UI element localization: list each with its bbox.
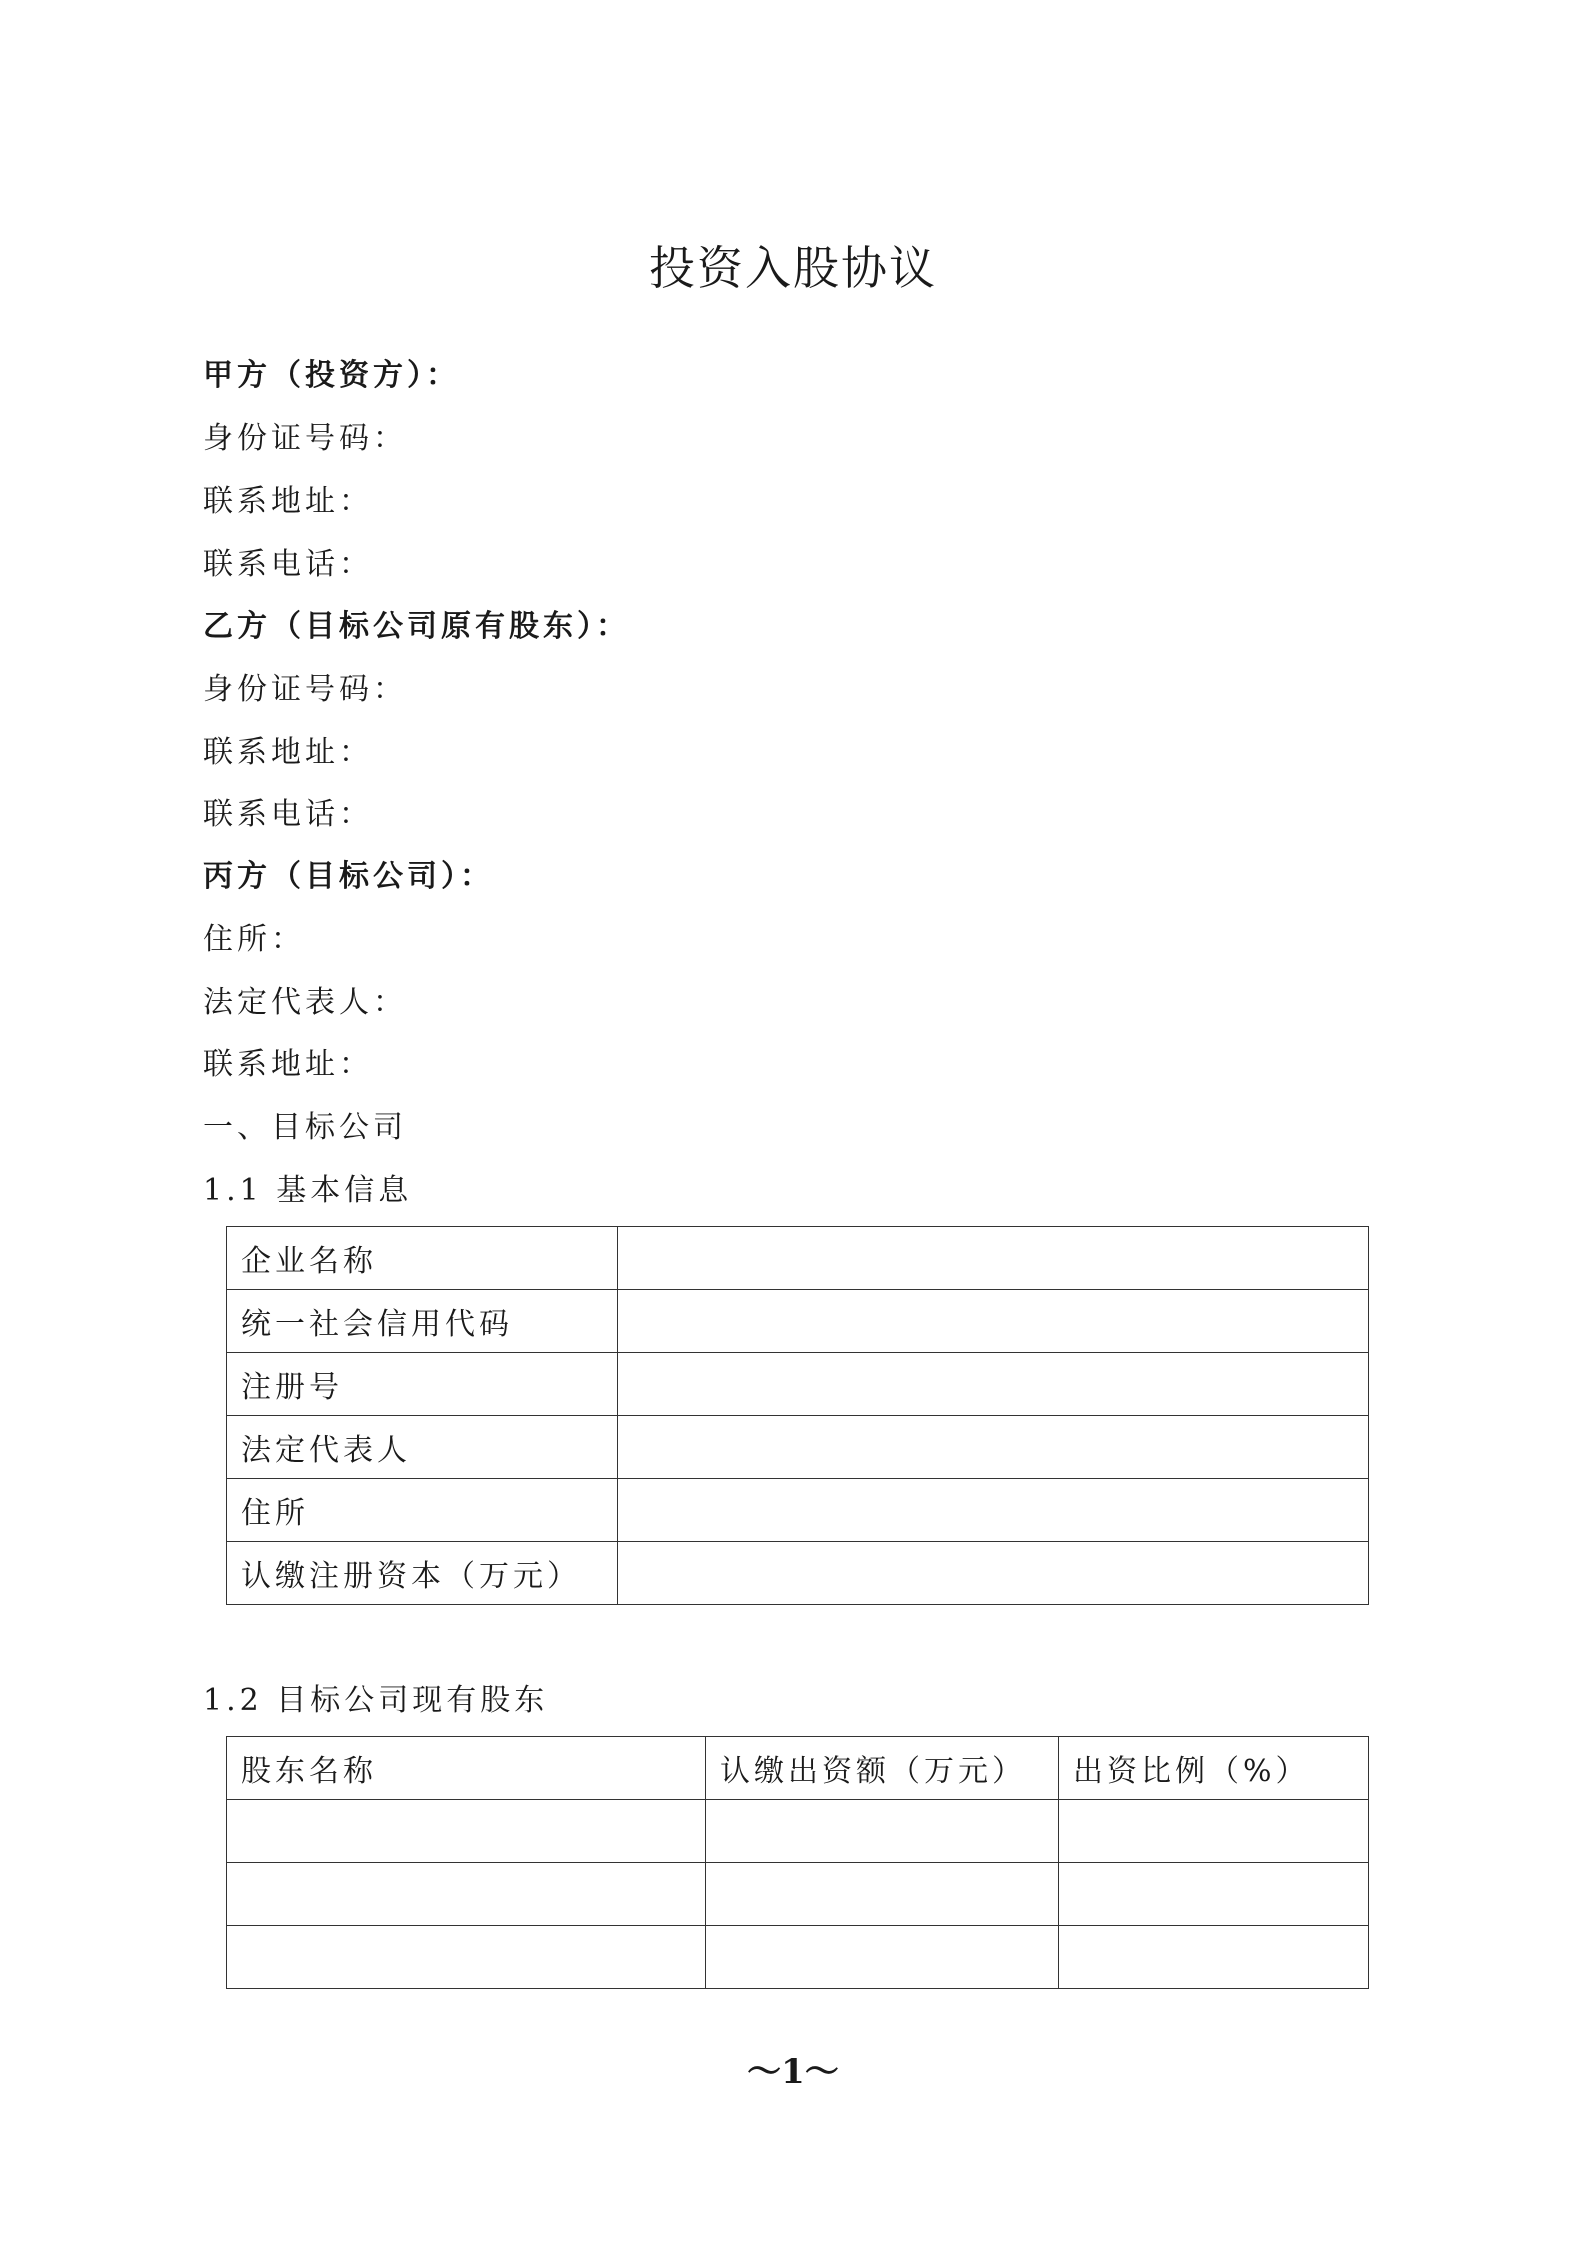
table-cell [227,1800,706,1863]
table-row [227,1863,1369,1926]
table-header-row [227,1737,1369,1800]
party-c-legal-rep-label: 法定代表人： [203,985,407,1020]
party-b-id-number-label: 身份证号码： [203,672,407,707]
shareholders-table [226,1736,1369,1989]
table-cell [1059,1863,1369,1926]
table-cell [706,1800,1059,1863]
party-a-heading: 甲方（投资方）： [203,358,460,393]
table-row [227,1479,1369,1542]
table-cell-label: 统一社会信用代码 [227,1290,618,1353]
party-a-id-number-label: 身份证号码： [203,421,407,456]
column-header: 出资比例（%） [1059,1737,1369,1800]
party-b-address-label: 联系地址： [203,735,373,770]
table-row [227,1542,1369,1605]
table-cell [706,1926,1059,1989]
table-row [227,1227,1369,1290]
table-cell [1059,1926,1369,1989]
table-cell-value [618,1353,1369,1416]
party-c-heading: 丙方（目标公司）： [203,859,494,894]
table-cell-label: 住所 [227,1479,618,1542]
table-cell-label: 法定代表人 [227,1416,618,1479]
table-row [227,1290,1369,1353]
party-a-address-label: 联系地址： [203,484,373,519]
party-b-heading: 乙方（目标公司原有股东）： [203,609,630,644]
section-1-heading: 一、目标公司 [203,1110,407,1145]
column-header: 股东名称 [227,1737,706,1800]
document-title: 投资入股协议 [649,241,937,295]
table-row [227,1353,1369,1416]
party-b-phone-label: 联系电话： [203,797,373,832]
table-row [227,1416,1369,1479]
table-cell-value [618,1479,1369,1542]
table-cell-label: 认缴注册资本（万元） [227,1542,618,1605]
table-row [227,1926,1369,1989]
table-cell-value [618,1416,1369,1479]
table-cell-value [618,1290,1369,1353]
table-row [227,1800,1369,1863]
section-1-2-heading: 1.2 目标公司现有股东 [203,1683,549,1718]
section-1-1-heading: 1.1 基本信息 [203,1173,413,1208]
table-cell-value [618,1227,1369,1290]
table-cell-label: 注册号 [227,1353,618,1416]
table-cell [227,1863,706,1926]
table-cell [1059,1800,1369,1863]
table-cell-value [618,1542,1369,1605]
basic-info-table [226,1226,1369,1605]
table-cell [706,1863,1059,1926]
party-c-address-label: 联系地址： [203,1047,373,1082]
table-cell-label: 企业名称 [227,1227,618,1290]
party-a-phone-label: 联系电话： [203,547,373,582]
page-number: ～1～ [747,2052,839,2092]
table-cell [227,1926,706,1989]
column-header: 认缴出资额（万元） [706,1737,1059,1800]
party-c-domicile-label: 住所： [203,922,305,957]
